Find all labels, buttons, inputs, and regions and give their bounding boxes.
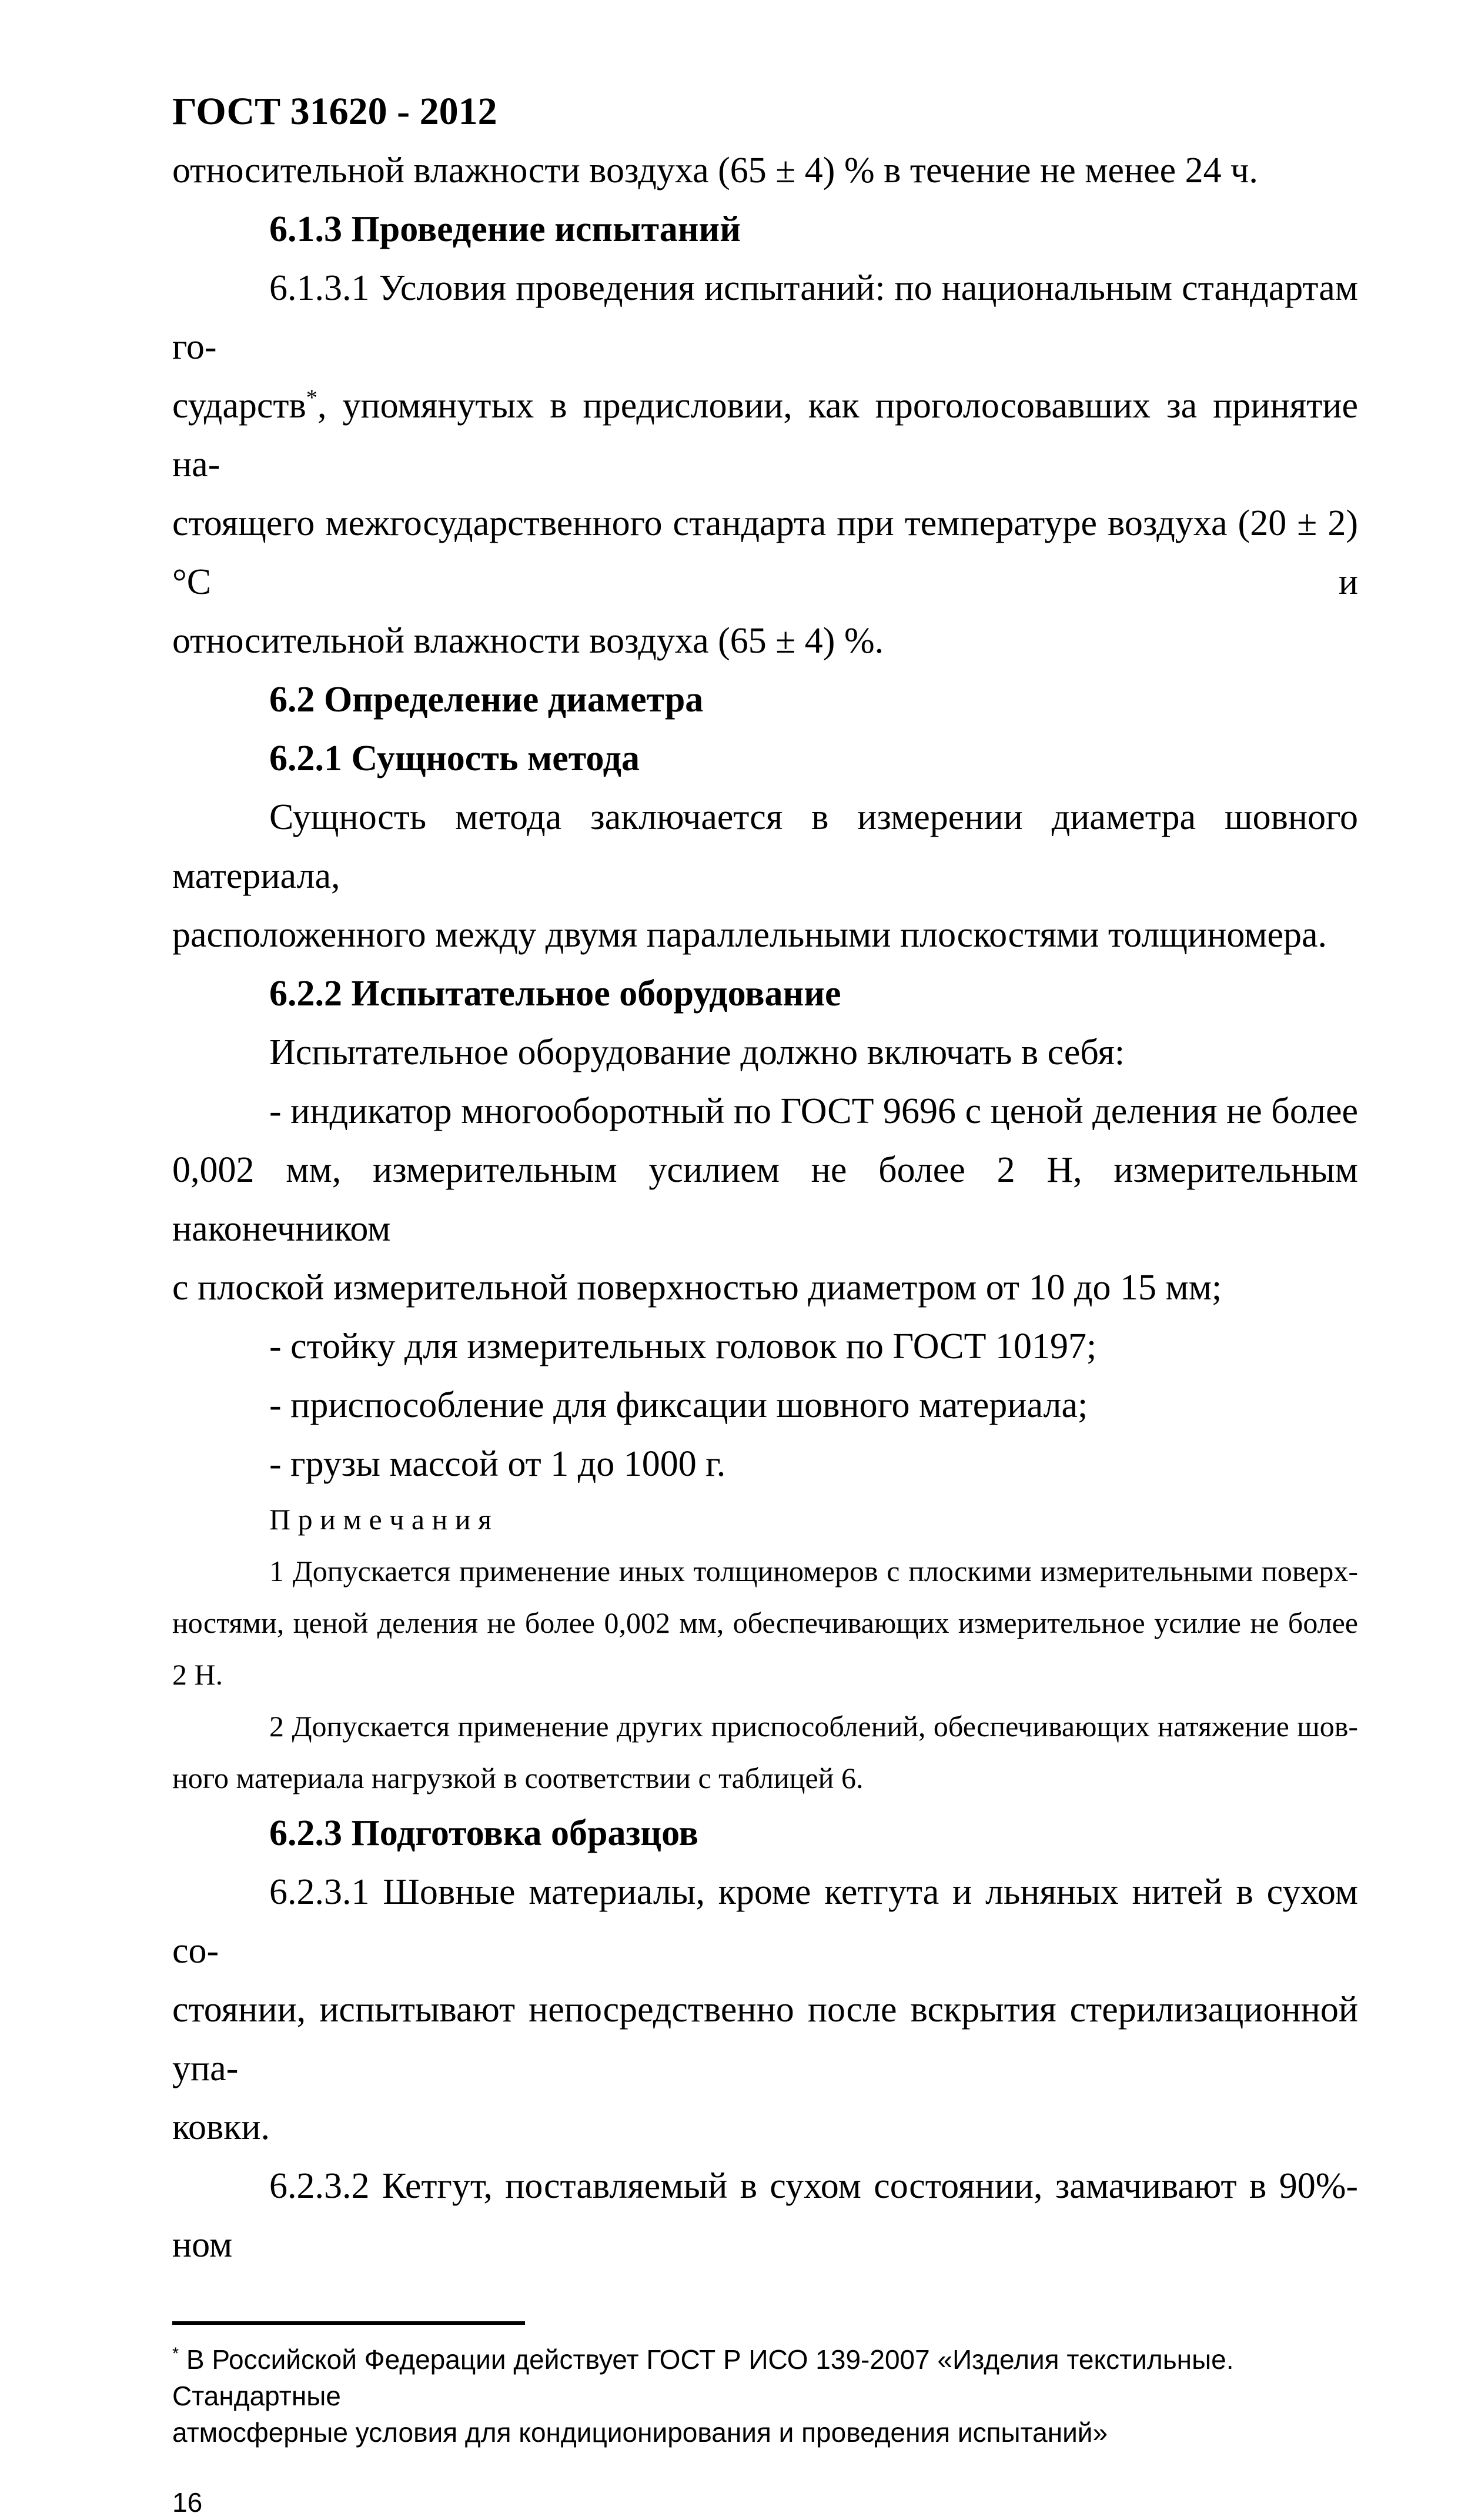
para-6-1-3-1-line-2-text-a: сударств bbox=[172, 386, 306, 426]
note-1-line-3: 2 Н. bbox=[172, 1658, 223, 1691]
para-6-1-3-1-line-2-text-b: , упомянутых в предисловии, как проголосовавших за принятие на- bbox=[172, 386, 1358, 484]
note-2-line-1: 2 Допускается применение других приспособлений, обеспечивающих натяжение шов- bbox=[269, 1710, 1358, 1743]
notes-title: П р и м е ч а н и я bbox=[269, 1503, 492, 1536]
footnote-line-2: атмосферные условия для кондиционирования и проведения испытаний» bbox=[172, 2417, 1108, 2448]
list-item-stand: - стойку для измерительных головок по ГОСТ 10197; bbox=[269, 1326, 1097, 1366]
heading-6-1-3: 6.1.3 Проведение испытаний bbox=[269, 209, 741, 249]
note-1-line-1: 1 Допускается применение иных толщиномеров с плоскими измерительными поверх- bbox=[269, 1555, 1358, 1587]
paragraph-continuation-line: относительной влажности воздуха (65 ± 4) % в течение не менее 24 ч. bbox=[172, 151, 1258, 190]
para-6-1-3-1-line-3: стоящего межгосударственного стандарта при температуре воздуха (20 ± 2) °С и bbox=[172, 503, 1358, 602]
heading-6-2: 6.2 Определение диаметра bbox=[269, 680, 704, 720]
footnote-reference-asterisk: * bbox=[306, 385, 317, 410]
para-6-2-2-intro: Испытательное оборудование должно включать в себя: bbox=[269, 1032, 1125, 1072]
page-number: 16 bbox=[172, 2487, 203, 2518]
footnote-line-1-text: В Российской Федерации действует ГОСТ Р ИСО 139-2007 «Изделия текстильные. Стандартные bbox=[172, 2344, 1234, 2411]
list-item-indicator-line-1: - индикатор многооборотный по ГОСТ 9696 с ценой деления не более bbox=[269, 1091, 1358, 1131]
footnote-line-1 bbox=[172, 2341, 1358, 2414]
heading-6-2-3: 6.2.3 Подготовка образцов bbox=[269, 1813, 699, 1853]
para-6-2-1-line-1: Сущность метода заключается в измерении диаметра шовного материала, bbox=[172, 797, 1358, 896]
footnote-separator-rule bbox=[172, 2321, 525, 2325]
para-6-1-3-1-line-4: относительной влажности воздуха (65 ± 4) %. bbox=[172, 621, 884, 661]
para-6-2-3-2-line-1: 6.2.3.2 Кетгут, поставляемый в сухом состоянии, замачивают в 90%-ном bbox=[172, 2166, 1358, 2265]
para-6-2-3-1-line-3: ковки. bbox=[172, 2107, 270, 2147]
para-6-2-1-line-2: расположенного между двумя параллельными плоскостями толщиномера. bbox=[172, 915, 1327, 955]
document-header: ГОСТ 31620 - 2012 bbox=[172, 90, 497, 133]
note-2-line-2: ного материала нагрузкой в соответствии с таблицей 6. bbox=[172, 1762, 864, 1794]
note-1-line-2: ностями, ценой деления не более 0,002 мм, обеспечивающих измерительное усилие не более bbox=[172, 1606, 1358, 1639]
list-item-indicator-line-3: с плоской измерительной поверхностью диаметром от 10 до 15 мм; bbox=[172, 1268, 1222, 1308]
list-item-weights: - грузы массой от 1 до 1000 г. bbox=[269, 1444, 726, 1484]
para-6-1-3-1-line-1: 6.1.3.1 Условия проведения испытаний: по национальным стандартам го- bbox=[172, 268, 1358, 367]
para-6-2-3-1-line-2: стоянии, испытывают непосредственно после вскрытия стерилизационной упа- bbox=[172, 1990, 1358, 2088]
list-item-indicator-line-2: 0,002 мм, измерительным усилием не более 2 Н, измерительным наконечником bbox=[172, 1150, 1358, 1249]
list-item-fixture: - приспособление для фиксации шовного материала; bbox=[269, 1385, 1088, 1425]
footnote-marker-asterisk: * bbox=[172, 2344, 179, 2364]
heading-6-2-1: 6.2.1 Сущность метода bbox=[269, 738, 640, 778]
para-6-2-3-1-line-1: 6.2.3.1 Шовные материалы, кроме кетгута и льняных нитей в сухом со- bbox=[172, 1872, 1358, 1971]
para-6-1-3-1-line-2 bbox=[172, 376, 1358, 494]
heading-6-2-2: 6.2.2 Испытательное оборудование bbox=[269, 974, 841, 1014]
